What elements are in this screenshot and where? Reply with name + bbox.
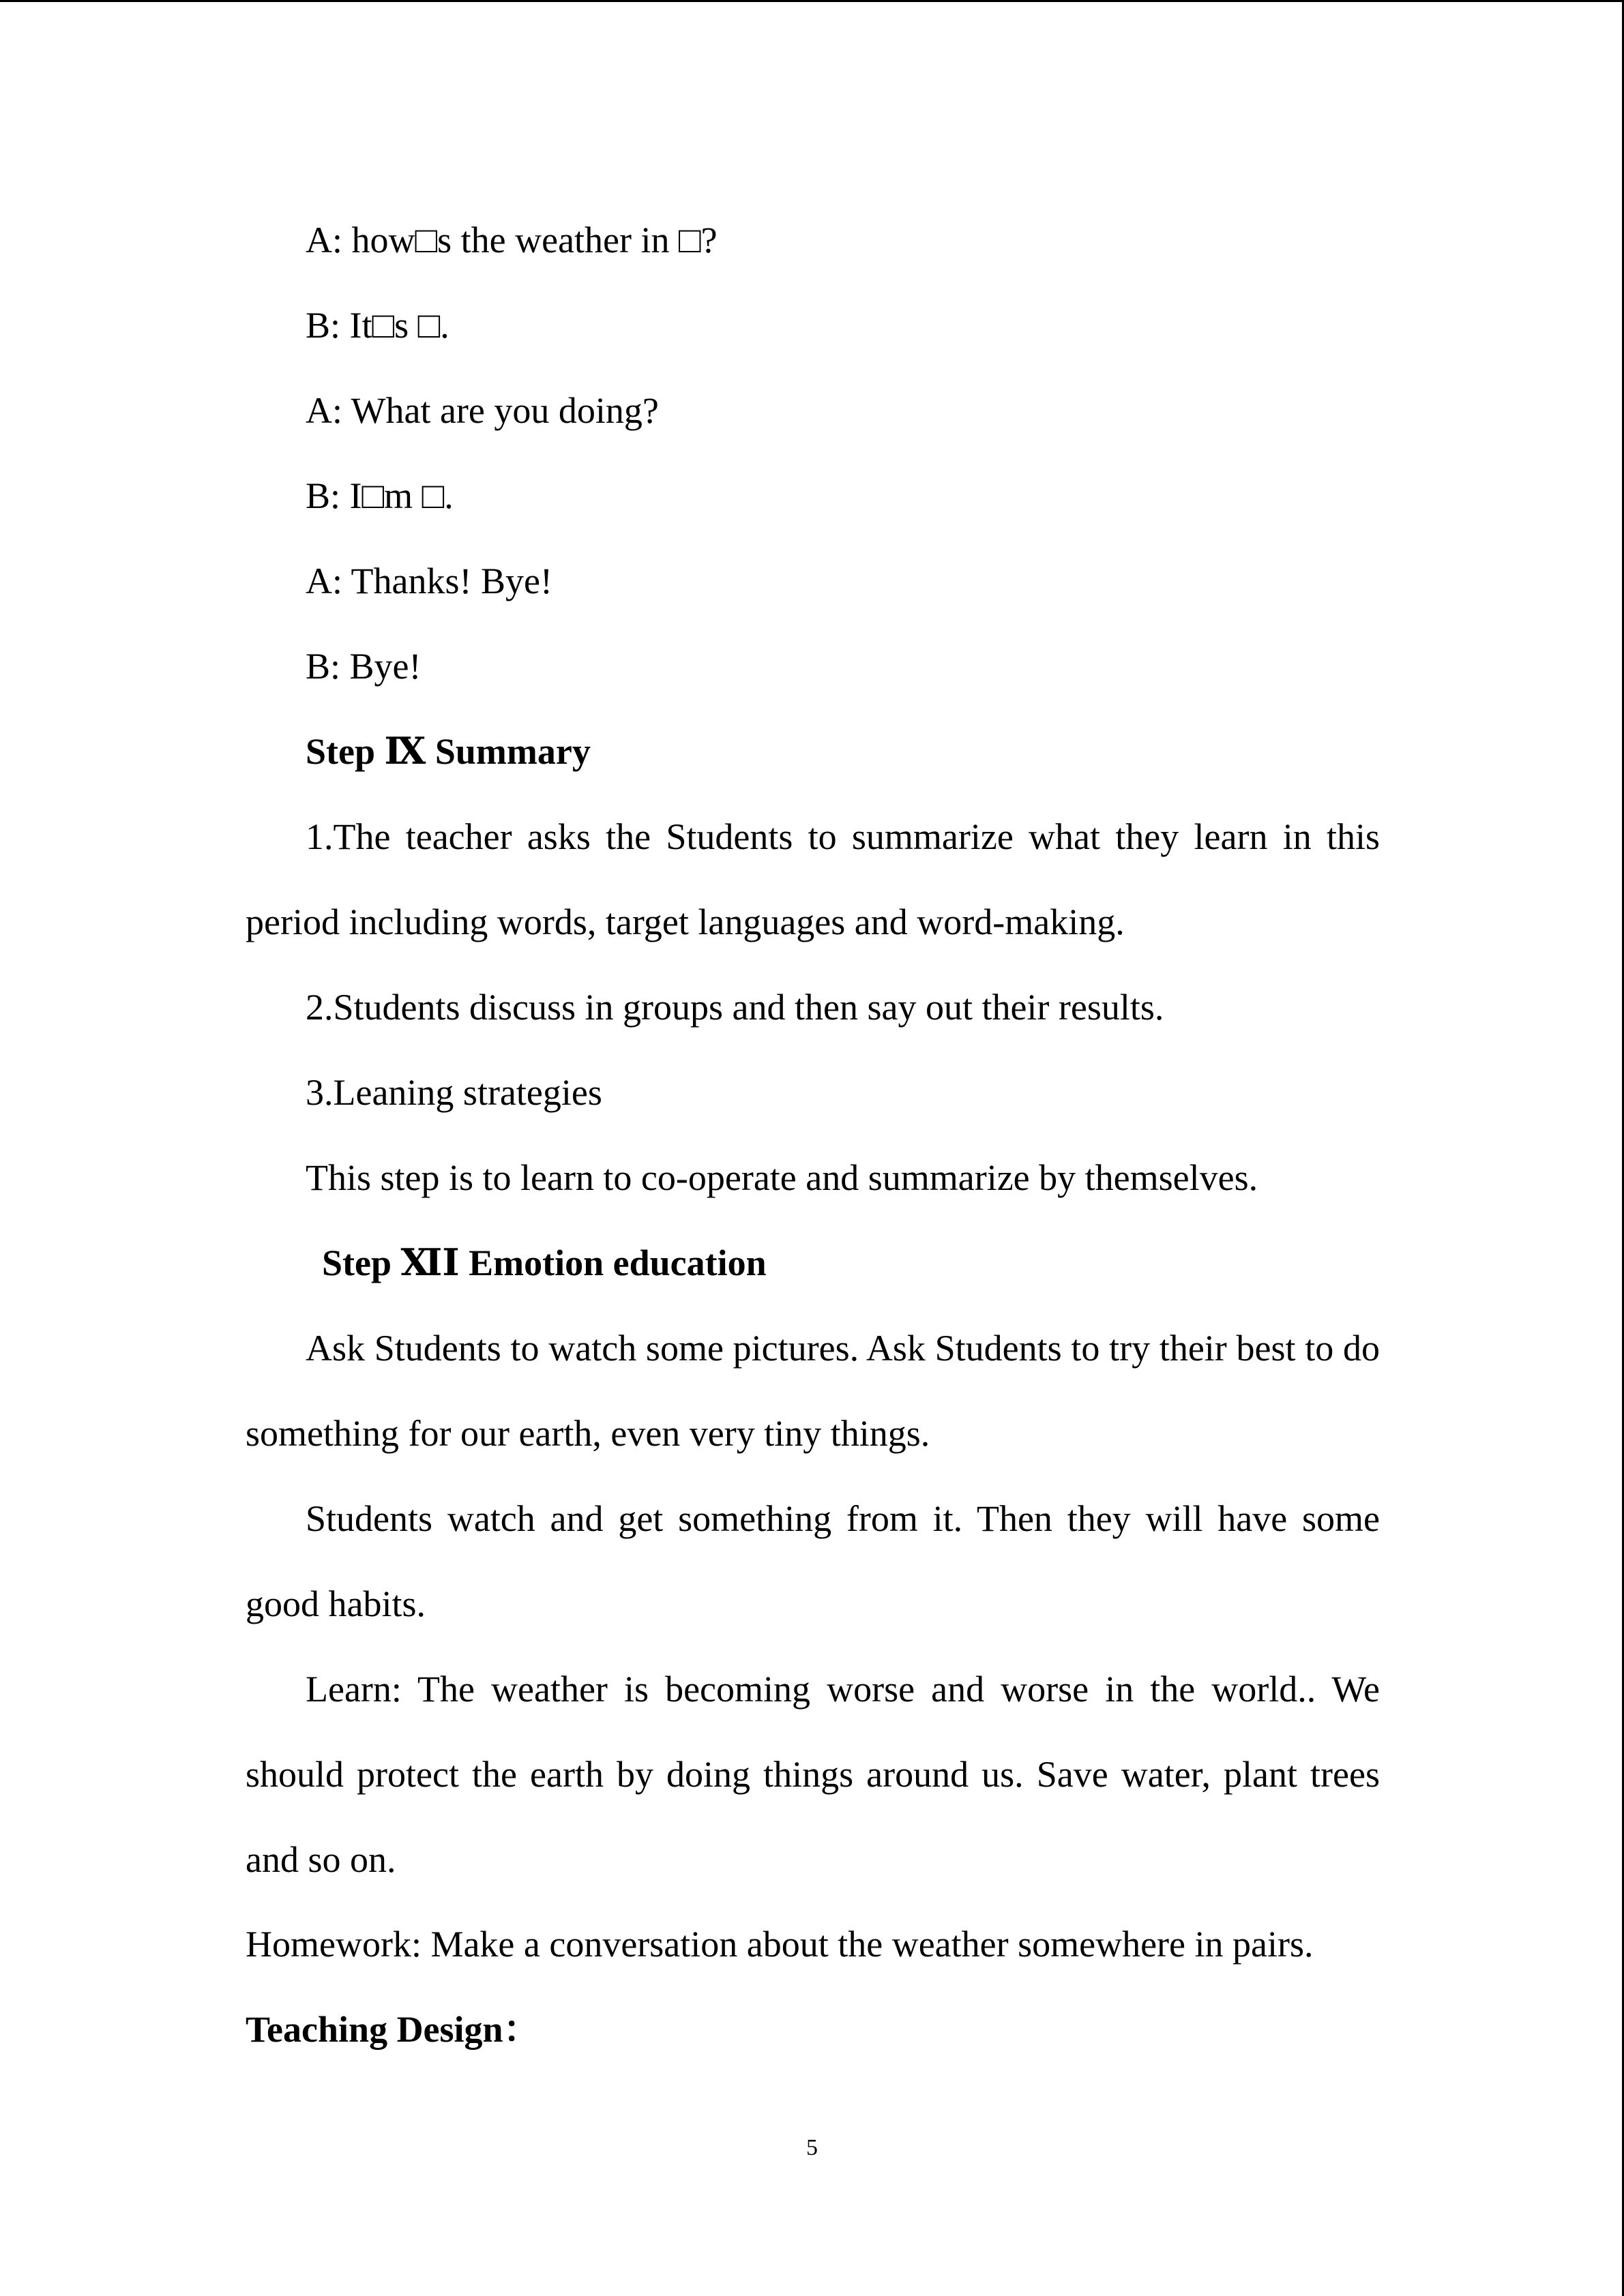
dialogue-line: A: What are you doing? [306,390,659,431]
dialogue-line: B: I□m □. [306,475,454,516]
dialogue-line: B: Bye! [306,646,422,687]
dialogue-line: A: how□s the weather in □? [306,220,718,260]
step-9-paragraph-4: This step is to learn to co-operate and summarize by themselves. [306,1157,1258,1198]
homework-line: Homework: Make a conversation about the weather somewhere in pairs. [246,1924,1314,1965]
step-11-paragraph-2: Students watch and get something from it. Then they will have some good habits. [246,1498,1380,1624]
step-9-paragraph-1: 1.The teacher asks the Students to summarize what they learn in this period including words, target languages and word-making. [246,816,1380,942]
step-11-paragraph-3: Learn: The weather is becoming worse and worse in the world.. We should protect the earth by doing things around us. Save water, plant trees and so on. [246,1669,1380,1880]
step-11-heading: Step ⅪⅠ Emotion education [322,1242,767,1283]
dialogue-line: B: It□s □. [306,305,449,346]
step-9-paragraph-3: 3.Leaning strategies [306,1072,602,1113]
page-number: 5 [806,2135,818,2160]
top-border-rule [0,0,1624,2]
dialogue-line: A: Thanks! Bye! [306,561,552,601]
teaching-design-heading: Teaching Design： [246,2009,540,2050]
step-9-paragraph-2: 2.Students discuss in groups and then say out their results. [306,987,1164,1028]
step-9-heading: Step Ⅸ Summary [306,731,591,772]
step-11-paragraph-1: Ask Students to watch some pictures. Ask Students to try their best to do something for our earth, even very tiny things. [246,1328,1380,1454]
